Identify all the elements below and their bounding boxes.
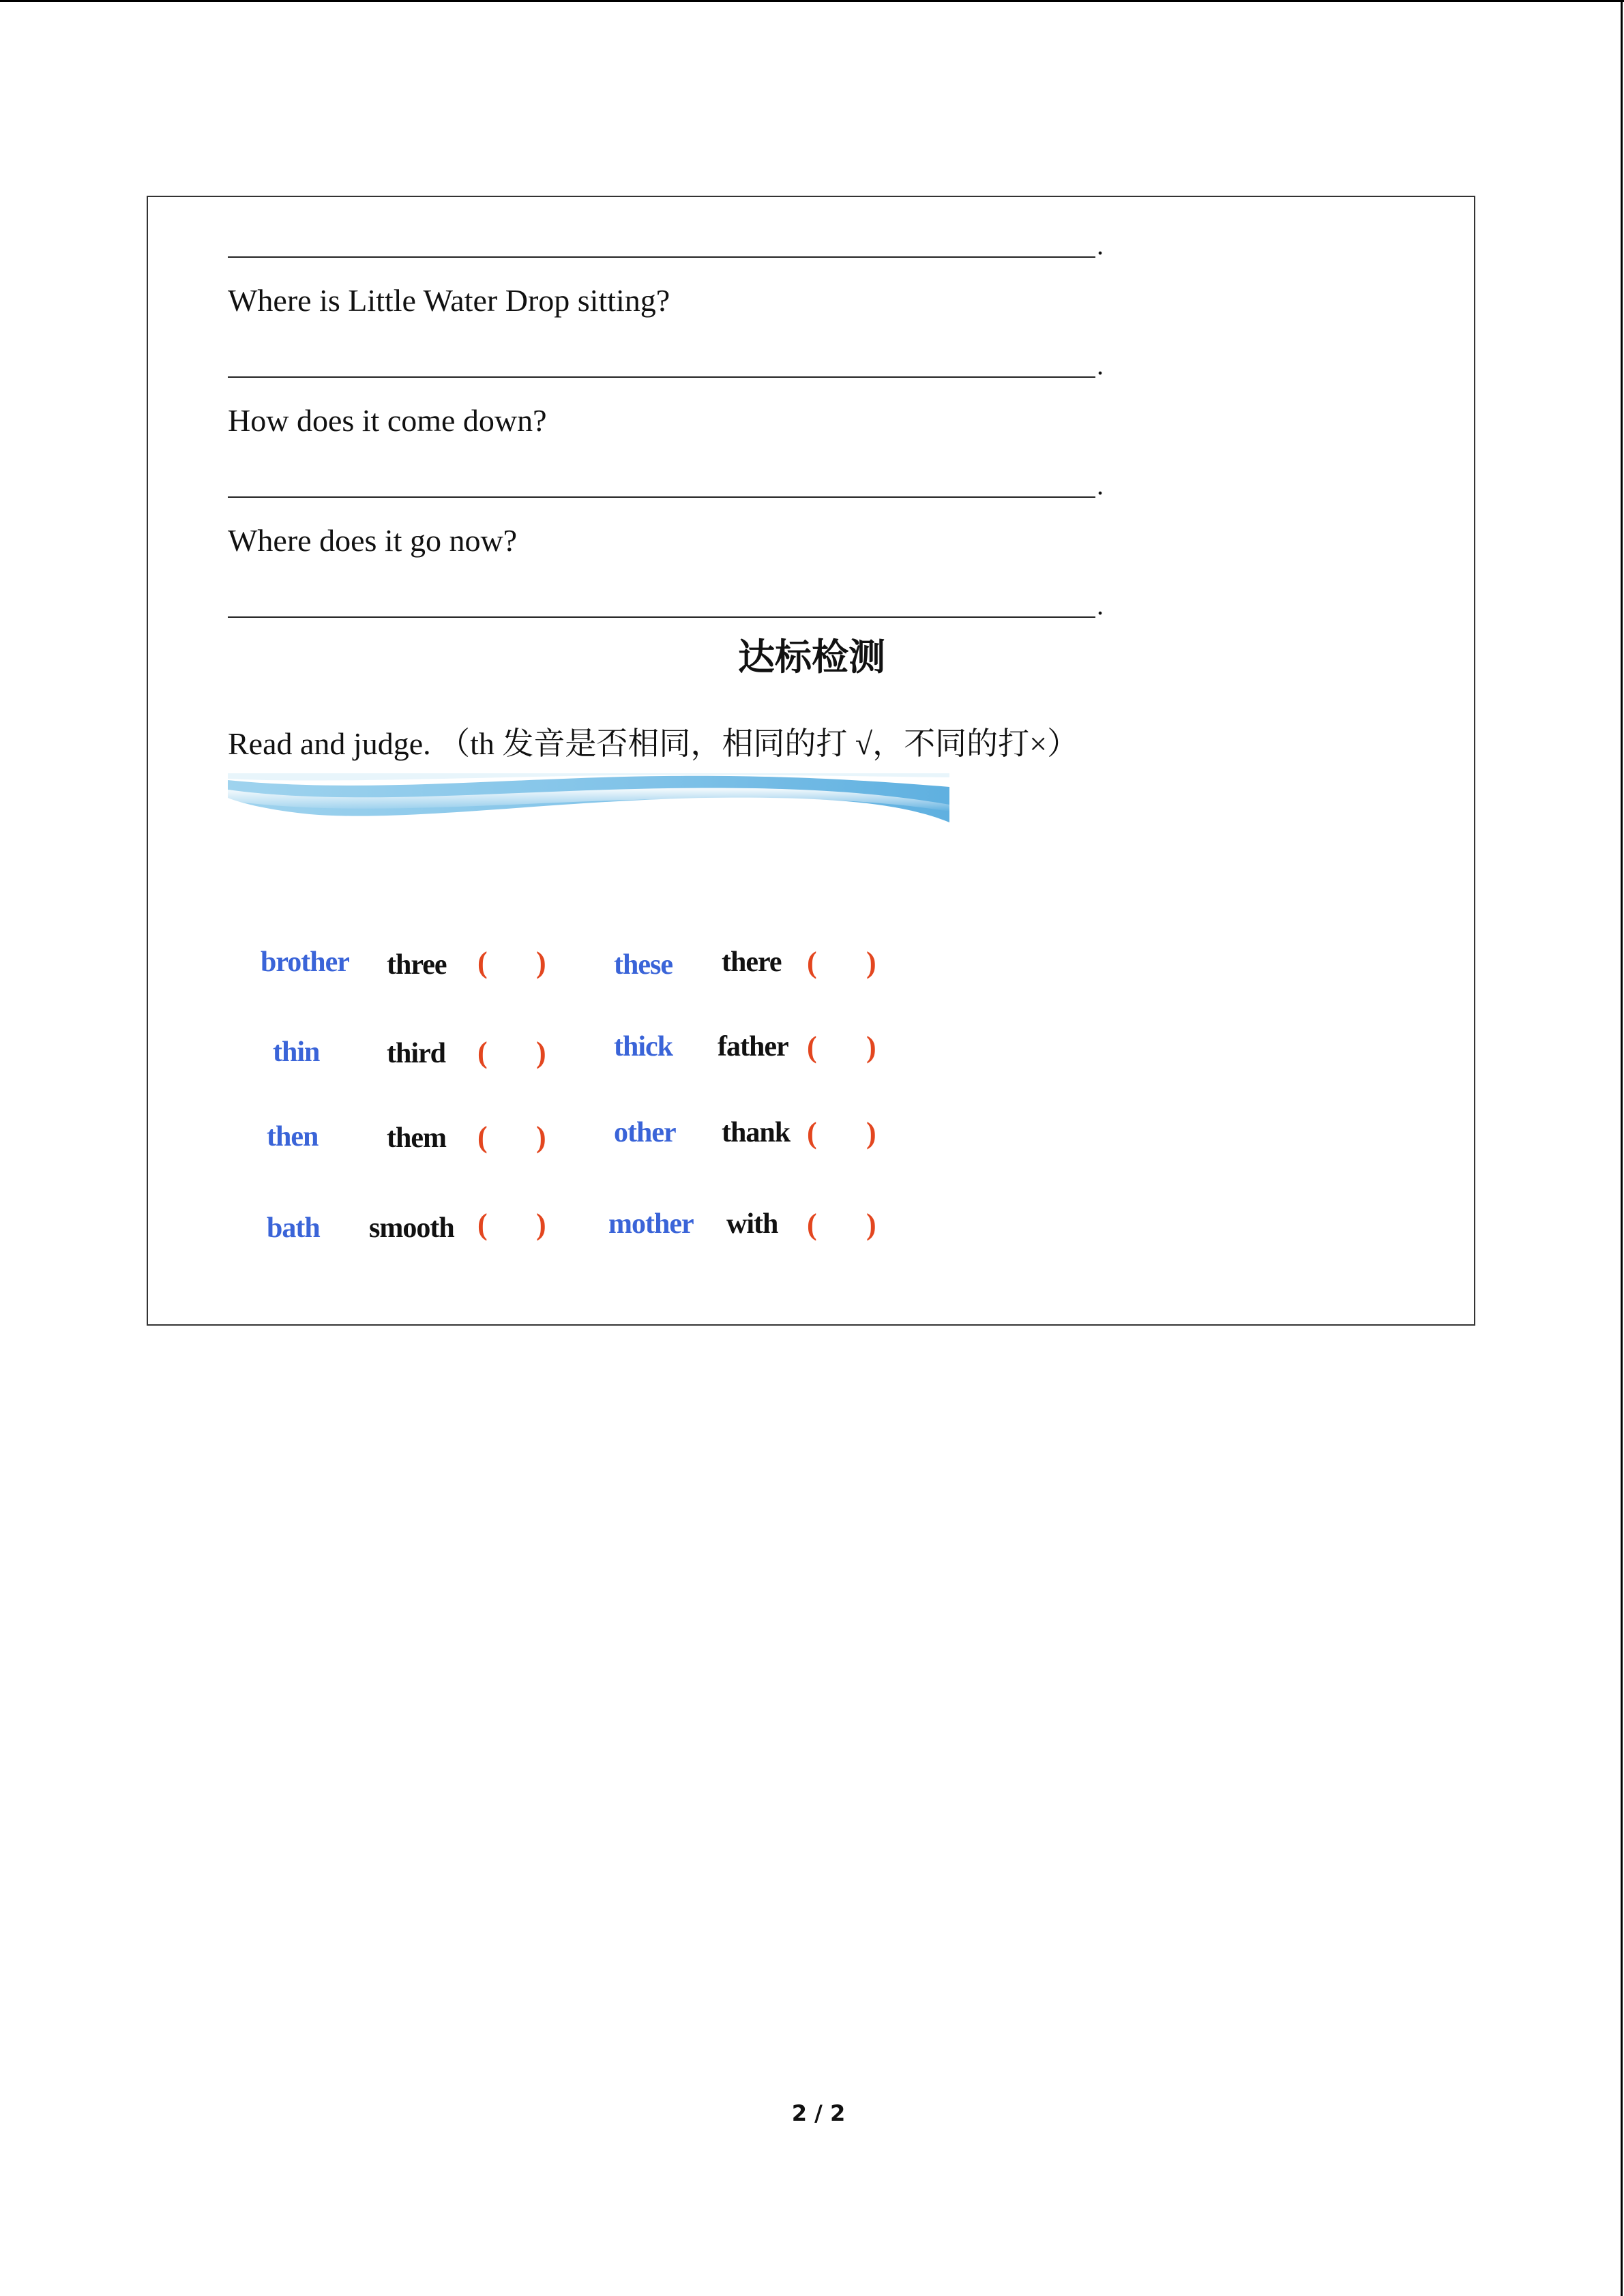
answer-line[interactable] [228,256,1095,258]
line-end-dot: . [1097,230,1104,260]
word-thin: thin [273,1037,320,1068]
paren-open: ( [807,1116,817,1150]
page-number: 2 / 2 [791,2100,846,2126]
paren-close: ) [536,1036,546,1069]
line-end-dot: . [1097,470,1104,501]
paren-open: ( [807,946,817,979]
word-smooth: smooth [369,1212,454,1244]
paren-close: ) [536,1120,546,1154]
answer-line[interactable] [228,616,1095,618]
paren-close: ) [866,1208,876,1241]
section-title: 达标检测 [738,636,885,679]
question-3: Where does it go now? [228,523,518,558]
word-thick: thick [614,1031,673,1062]
question-1: Where is Little Water Drop sitting? [228,283,670,318]
word-mother: mother [608,1208,694,1240]
line-end-dot: . [1097,350,1104,381]
word-then: then [267,1121,319,1152]
word-other: other [614,1117,676,1148]
wave-banner-image [228,773,949,835]
paren-close: ) [866,1116,876,1150]
answer-line[interactable] [228,376,1095,378]
paren-open: ( [477,1208,488,1241]
page-edge [0,0,1624,2]
word-these: these [614,949,673,981]
paren-close: ) [866,946,876,979]
word-brother: brother [261,946,349,978]
paren-open: ( [807,1208,817,1241]
paren-close: ) [536,1208,546,1241]
word-bath: bath [267,1212,320,1244]
paren-open: ( [477,946,488,979]
paren-close: ) [866,1030,876,1064]
paren-open: ( [477,1036,488,1069]
line-end-dot: . [1097,590,1104,621]
paren-open: ( [477,1120,488,1154]
question-2: How does it come down? [228,403,547,438]
paren-open: ( [807,1030,817,1064]
word-third: third [387,1038,446,1069]
word-them: them [387,1122,446,1154]
word-thank: thank [722,1117,791,1148]
answer-line[interactable] [228,496,1095,498]
instruction: Read and judge. （th 发音是否相同，相同的打 √，不同的打×） [228,726,1079,761]
word-with: with [726,1208,778,1240]
word-three: three [387,949,447,981]
paren-close: ) [536,946,546,979]
word-father: father [718,1031,788,1062]
page-edge [1621,0,1623,2296]
word-there: there [722,946,782,978]
